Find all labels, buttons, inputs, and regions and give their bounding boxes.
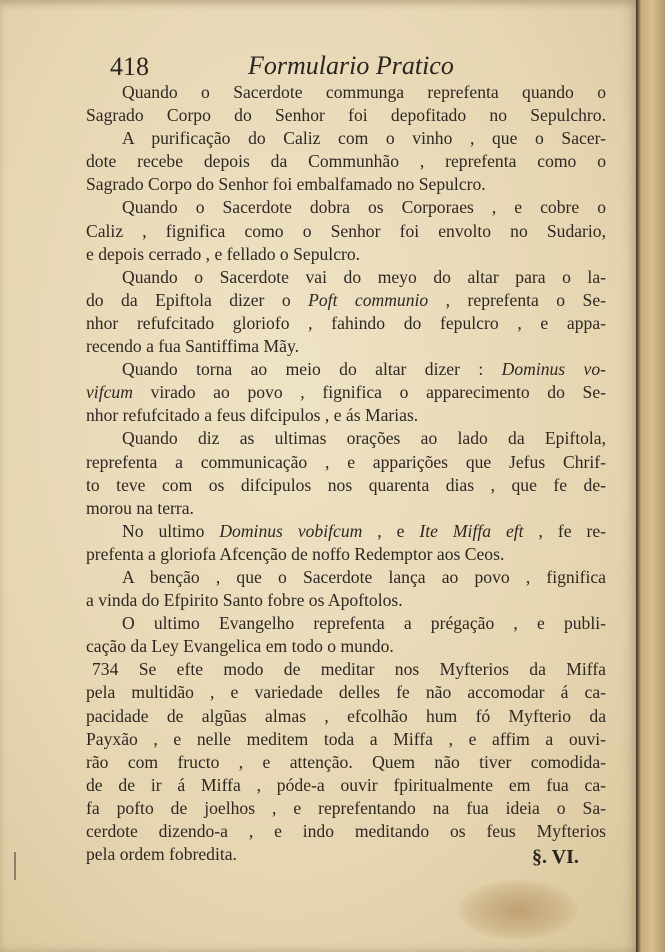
page-edge — [636, 0, 665, 952]
text-line: pela multidão , e variedade delles fe não accomodar á ca- — [86, 682, 606, 703]
latin-phrase: Poft communio — [308, 289, 429, 310]
text-line: fa pofto de joelhos , e reprefentando na fua ideia o Sa- — [86, 797, 606, 818]
text-segment: virado ao povo , fignifica o apparecimento do Se- — [132, 382, 606, 403]
text-segment: No ultimo — [122, 520, 220, 541]
text-line: Caliz , fignifica como o Senhor foi envolto no Sudario, — [86, 220, 606, 241]
text-line: recendo a fua Santiffima Mãy. — [86, 336, 299, 357]
text-line — [86, 381, 606, 404]
text-line: O ultimo Evangelho reprefenta a prégação , e publi- — [122, 613, 606, 634]
text-line: Quando o Sacerdote dobra os Corporaes , e cobre o — [122, 197, 606, 218]
running-title: Formulario Pratico — [248, 51, 454, 80]
latin-phrase: Dominus vobifcum — [219, 520, 363, 541]
text-line: to teve com os difcipulos nos quarenta dias , que fe de- — [86, 474, 606, 495]
text-line: Sagrado Corpo do Senhor foi depofitado no Sepulchro. — [86, 105, 606, 126]
page-header — [110, 48, 570, 82]
latin-phrase: Dominus vo- — [501, 359, 606, 380]
text-line: pela ordem fobredita. — [86, 844, 237, 865]
text-line: Quando diz as ultimas orações ao lado da Epiftola, — [122, 428, 606, 449]
text-line: Quando o Sacerdote communga reprefenta quando o — [122, 82, 606, 102]
text-line: nhor refufcitado a feus difcipulos , e ás Marias. — [86, 405, 419, 426]
text-segment: Quando torna ao meio do altar dizer : — [122, 359, 502, 380]
latin-phrase: vifcum — [86, 382, 133, 403]
text-line: cação da Ley Evangelica em todo o mundo. — [86, 636, 394, 657]
latin-phrase: Ite Miffa eft — [419, 520, 524, 541]
text-line: a vinda do Efpirito Santo fobre os Apoftolos. — [86, 590, 403, 611]
text-line — [86, 520, 606, 543]
text-line: dote recebe depois da Communhão , reprefenta como o — [86, 151, 606, 172]
text-line — [86, 289, 606, 312]
text-line: cerdote dizendo-a , e indo meditando os feus Myfterios — [86, 821, 606, 841]
text-line: e depois cerrado , e fellado o Sepulcro. — [86, 243, 361, 264]
text-line: Sagrado Corpo do Senhor foi embalfamado no Sepulcro. — [86, 174, 486, 195]
text-line: A benção , que o Sacerdote lança ao povo , fignifica — [122, 566, 606, 587]
text-segment: , e — [362, 520, 420, 541]
text-line: rão com fructo , e attenção. Quem não tiver comodida- — [86, 751, 606, 772]
text-segment: , reprefenta o Se- — [428, 289, 606, 310]
text-line: de de ir á Miffa , póde-a ouvir fpiritualmente em fua ca- — [86, 774, 606, 795]
text-line: A purificação do Caliz com o vinho , que o Sacer- — [122, 128, 606, 149]
section-mark: §. VI. — [532, 846, 579, 868]
text-line — [86, 358, 606, 381]
margin-mark — [14, 852, 26, 880]
text-line: pacidade de algũas almas , efcolhão hum fó Myfterio da — [86, 705, 606, 726]
text-line: Quando o Sacerdote vai do meyo do altar para o la- — [122, 266, 606, 287]
text-line: prefenta a gloriofa Afcenção de noffo Redemptor aos Ceos. — [86, 543, 505, 564]
text-line: morou na terra. — [86, 497, 194, 518]
text-segment: do da Epiftola dizer o — [86, 289, 309, 310]
text-line: 734 Se efte modo de meditar nos Myfterios da Miffa — [92, 659, 606, 680]
body-text — [86, 81, 606, 866]
text-line: reprefenta a communicação , e apparições que Jefus Chrif- — [86, 451, 606, 472]
water-stain — [458, 880, 578, 940]
text-line: nhor refufcitado gloriofo , fahindo do fepulcro , e appa- — [86, 312, 606, 333]
text-line: Payxão , e nelle meditem toda a Miffa , e affim a ouvi- — [86, 728, 606, 749]
text-segment: , fe re- — [523, 520, 606, 541]
page-number: 418 — [110, 52, 149, 81]
